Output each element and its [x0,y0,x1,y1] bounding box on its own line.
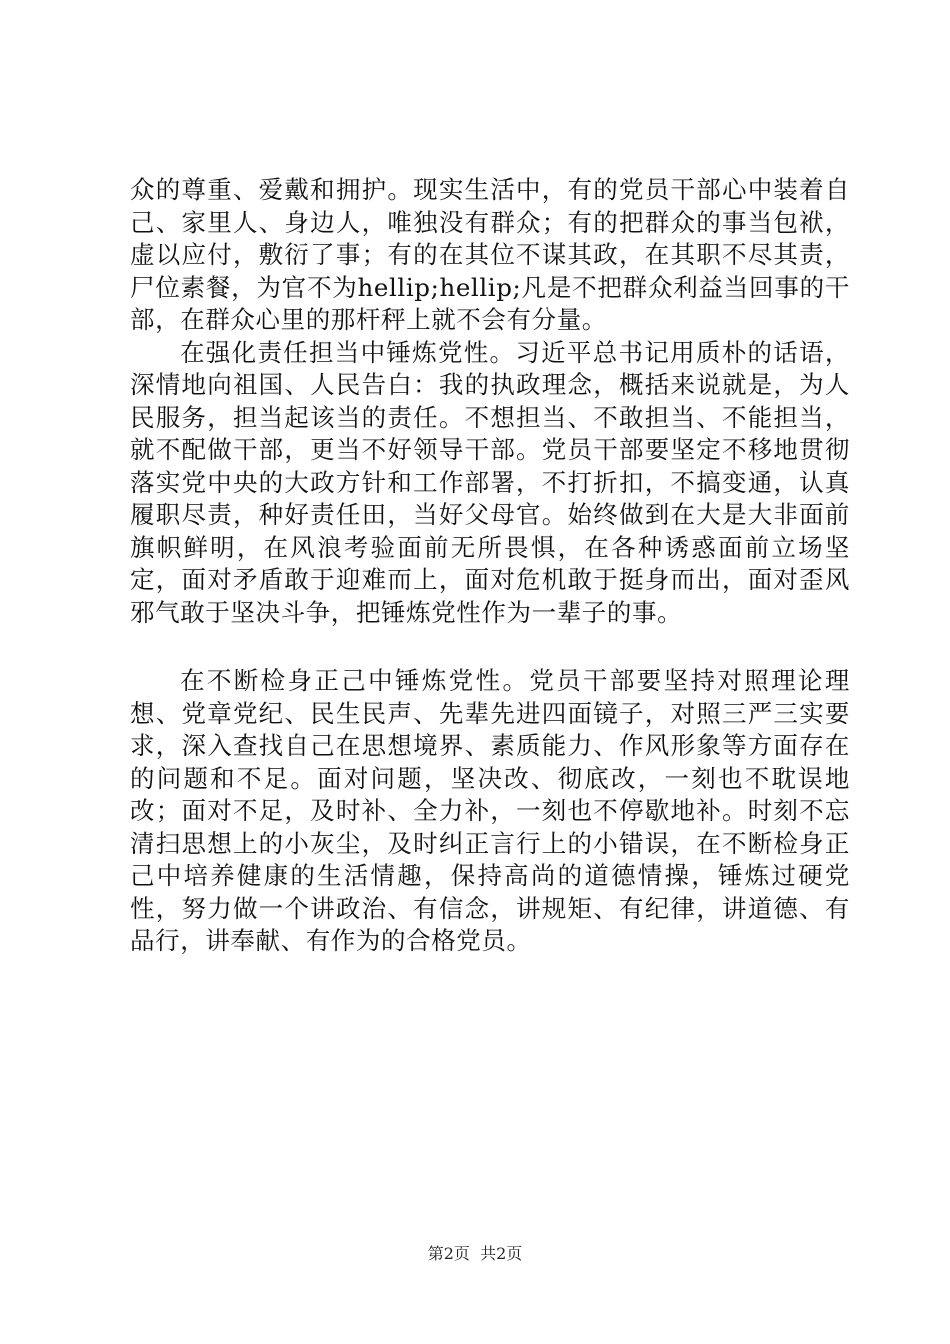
page-number: 第2页 共2页 [427,1244,523,1263]
paragraph-continuation: 众的尊重、爱戴和拥护。现实生活中，有的党员干部心中装着自己、家里人、身边人，唯独没有群众；有的把群众的事当包袱，虚以应付，敷衍了事；有的在其位不谋其政，在其职不尽其责，尸位素餐，为官不为hellip;hellip;凡是不把群众利益当回事的干部，在群众心里的那杆秤上就不会有分量。 [130,175,850,334]
page-footer [0,1243,950,1265]
document-body [130,174,850,958]
paragraph-responsibility: 在强化责任担当中锤炼党性。习近平总书记用质朴的话语，深情地向祖国、人民告白：我的执政理念，概括来说就是，为人民服务，担当起该当的责任。不想担当、不敢担当、不能担当，就不配做干部，更当不好领导干部。党员干部要坚定不移地贯彻落实党中央的大政方针和工作部署，不打折扣，不搞变通，认真履职尽责，种好责任田，当好父母官。始终做到在大是大非面前旗帜鲜明，在风浪考验面前无所畏惧，在各种诱惑面前立场坚定，面对矛盾敢于迎难而上，面对危机敢于挺身而出，面对歪风邪气敢于坚决斗争，把锤炼党性作为一辈子的事。 [130,337,850,627]
paragraph-self-examination: 在不断检身正己中锤炼党性。党员干部要坚持对照理论理想、党章党纪、民生民声、先辈先进四面镜子，对照三严三实要求，深入查找自己在思想境界、素质能力、作风形象等方面存在的问题和不足。面对问题，坚决改、彻底改，一刻也不耽误地改；面对不足，及时补、全力补，一刻也不停歇地补。时刻不忘清扫思想上的小灰尘，及时纠正言行上的小错误，在不断检身正己中培养健康的生活情趣，保持高尚的道德情操，锤炼过硬党性，努力做一个讲政治、有信念，讲规矩、有纪律，讲道德、有品行，讲奉献、有作为的合格党员。 [130,666,850,955]
